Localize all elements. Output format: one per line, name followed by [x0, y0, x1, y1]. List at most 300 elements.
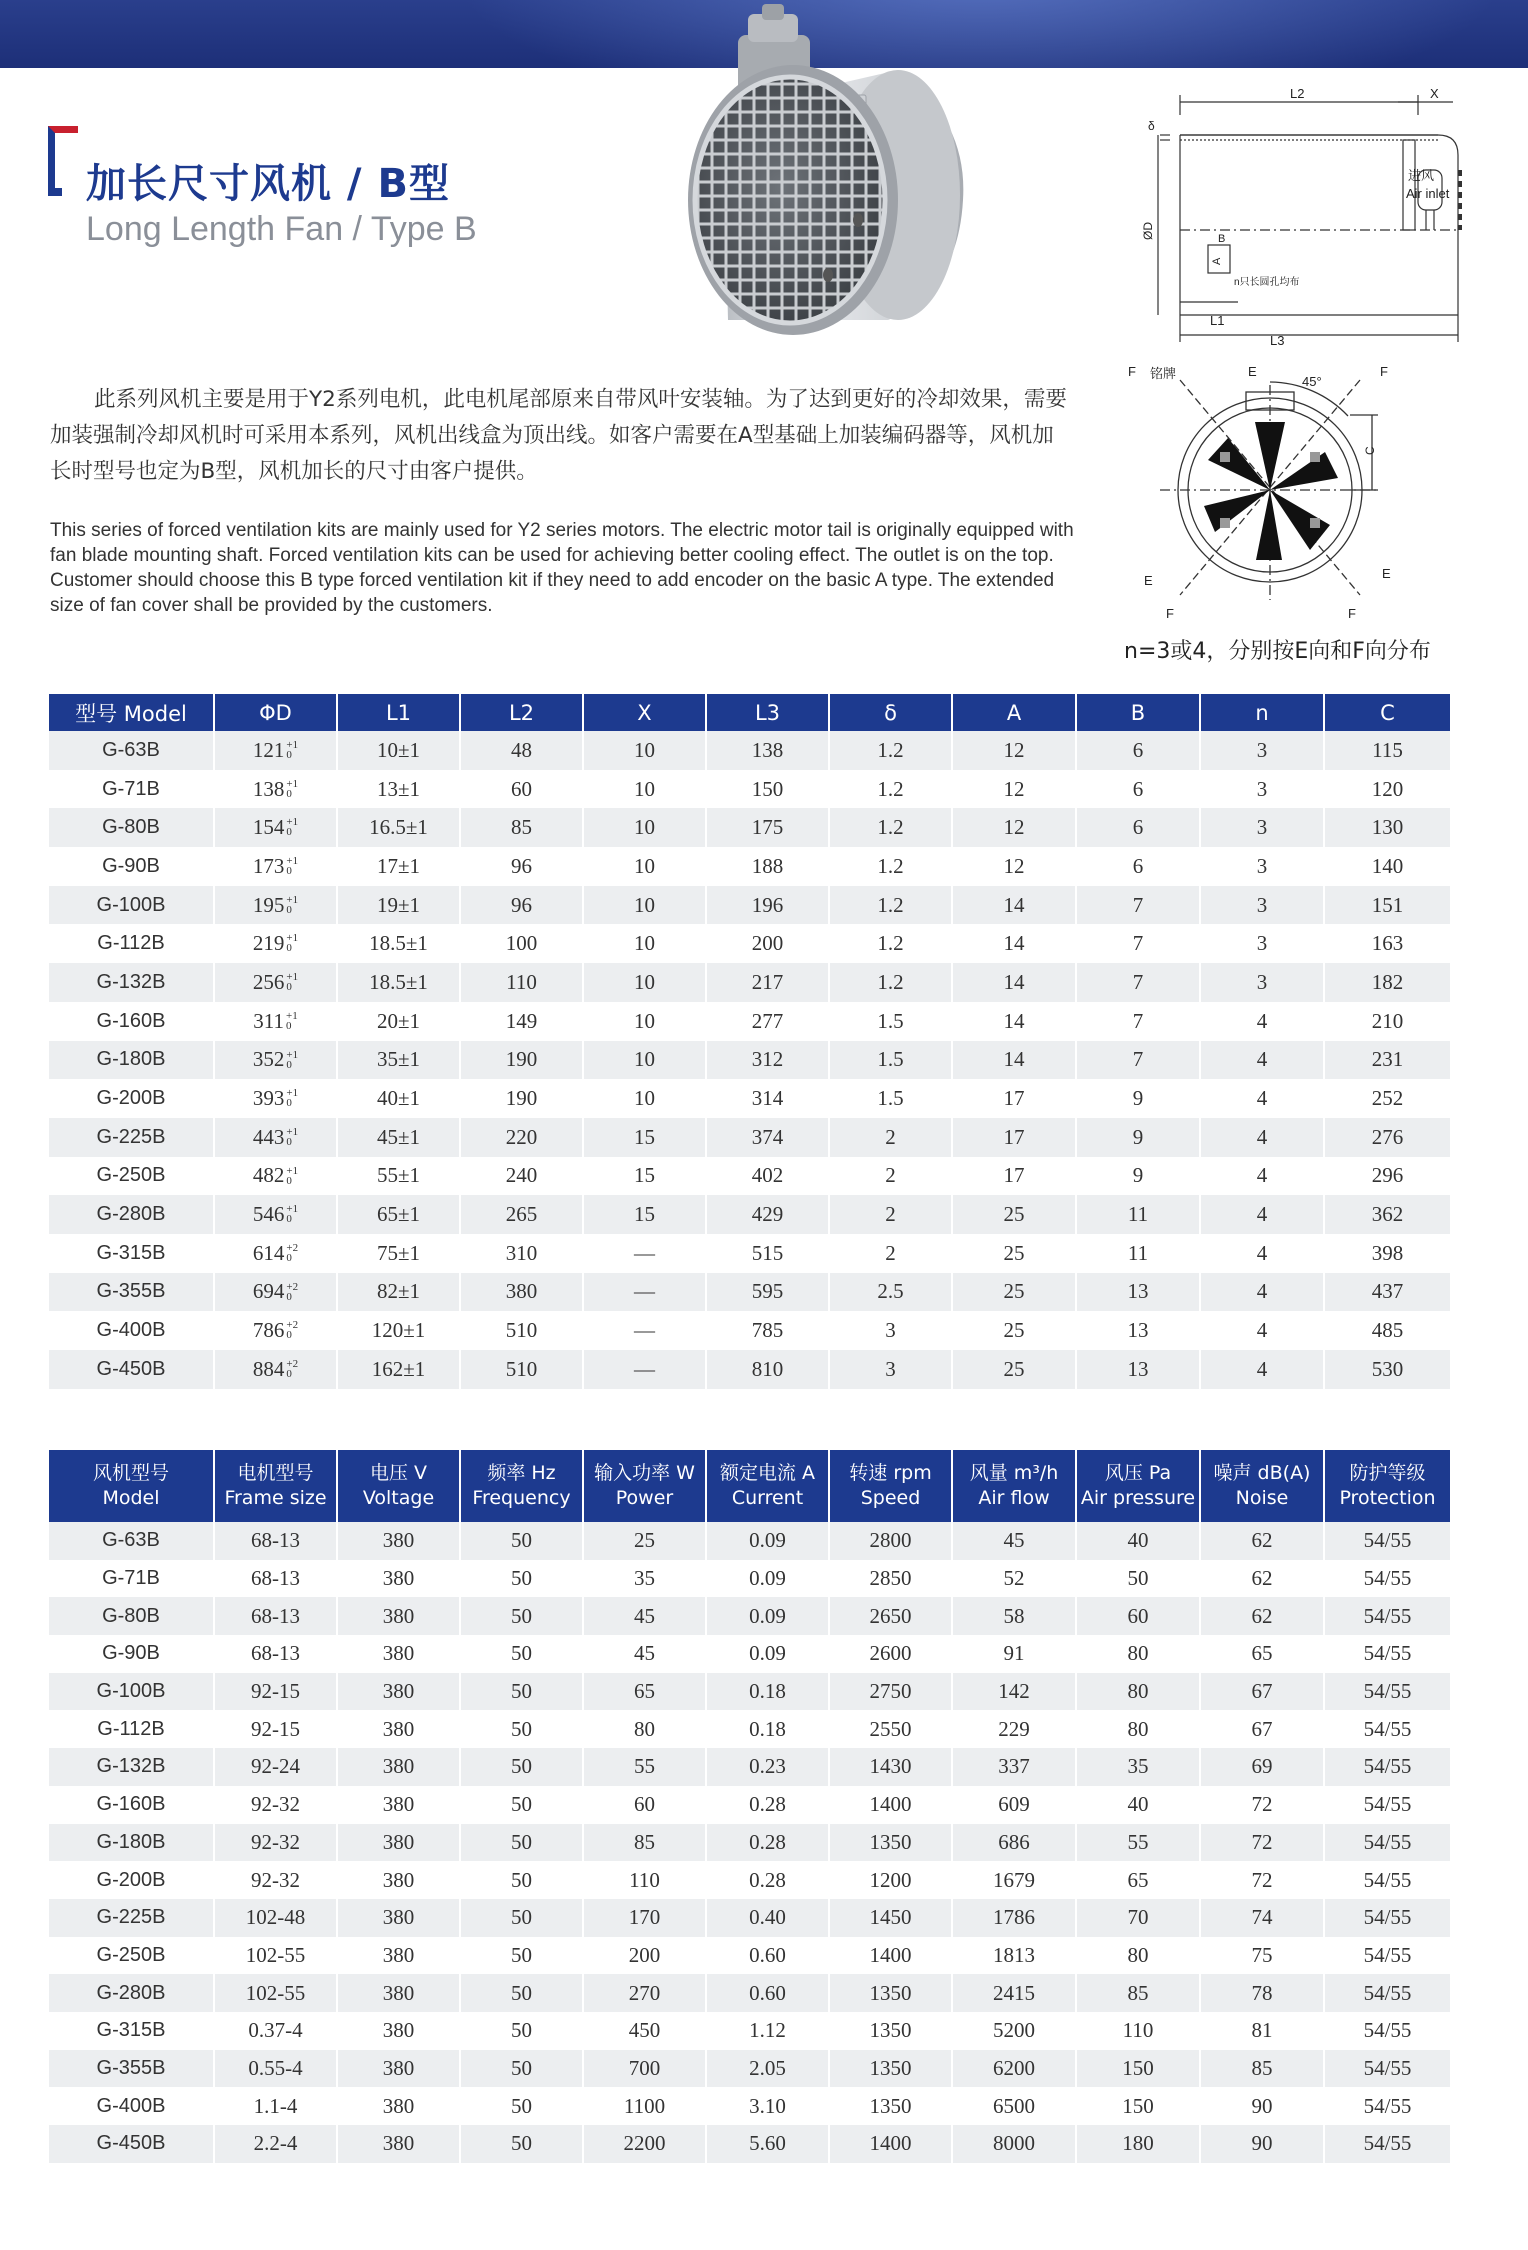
performance-cell: 380: [337, 1899, 460, 1937]
performance-cell: G-450B: [49, 2125, 214, 2163]
table-row: [49, 731, 1450, 770]
tolerance: [286, 1050, 298, 1070]
dimension-cell-l2: 310: [460, 1234, 583, 1273]
dimension-cell-model: G-160B: [49, 1002, 214, 1041]
performance-cell: 54/55: [1324, 1673, 1450, 1711]
dimension-cell-a: 25: [952, 1234, 1076, 1273]
dimension-cell-l1: 19±1: [337, 886, 460, 925]
dimension-header-cell: L3: [706, 694, 829, 731]
dimension-cell-delta: 1.2: [829, 963, 952, 1002]
dimension-cell-n: 4: [1200, 1157, 1324, 1196]
dimension-cell-model: G-200B: [49, 1079, 214, 1118]
diameter-value: 121: [252, 737, 285, 762]
dimension-cell-l1: 17±1: [337, 847, 460, 886]
dimension-cell-model: G-355B: [49, 1273, 214, 1312]
tolerance-upper: +1: [286, 1009, 298, 1022]
diameter-value: 393: [252, 1086, 285, 1111]
performance-cell: 142: [952, 1673, 1076, 1711]
header-label-cn: 额定电流 A: [719, 1462, 816, 1484]
dimension-cell-d: [214, 1002, 337, 1041]
dimension-cell-b: 7: [1076, 963, 1200, 1002]
dimension-cell-model: G-112B: [49, 924, 214, 963]
page-title: 加长尺寸风机 / B型: [86, 161, 450, 207]
performance-cell: 0.28: [706, 1861, 829, 1899]
dimension-cell-l2: 220: [460, 1118, 583, 1157]
table-row: [49, 2087, 1450, 2125]
performance-cell: 380: [337, 1673, 460, 1711]
header-label-en: Voltage: [362, 1487, 435, 1509]
performance-cell: 150: [1076, 2087, 1200, 2125]
performance-cell: 1679: [952, 1861, 1076, 1899]
performance-cell: 54/55: [1324, 1597, 1450, 1635]
performance-cell: 72: [1200, 1786, 1324, 1824]
dimension-cell-delta: 1.2: [829, 886, 952, 925]
label-f-bottom-left: F: [1166, 606, 1174, 621]
dimension-cell-c: 140: [1324, 847, 1450, 886]
performance-cell: 1400: [829, 1786, 952, 1824]
table-row: [49, 1710, 1450, 1748]
performance-cell: 54/55: [1324, 2125, 1450, 2163]
performance-cell: 50: [460, 1861, 583, 1899]
dimension-cell-d: [214, 924, 337, 963]
performance-cell: 700: [583, 2050, 706, 2088]
dimension-cell-c: 276: [1324, 1118, 1450, 1157]
performance-cell: 67: [1200, 1710, 1324, 1748]
label-e-top: E: [1248, 364, 1257, 379]
dimension-cell-model: G-80B: [49, 808, 214, 847]
performance-cell: 0.09: [706, 1522, 829, 1560]
tolerance: [286, 1243, 298, 1263]
tolerance: [286, 933, 298, 953]
tolerance-upper: +2: [286, 1358, 299, 1371]
performance-cell: 55: [583, 1748, 706, 1786]
performance-cell: 380: [337, 1861, 460, 1899]
diameter-value: 256: [252, 969, 285, 994]
performance-cell: 68-13: [214, 1597, 337, 1635]
dimension-cell-x: 10: [583, 1079, 706, 1118]
performance-cell: 380: [337, 1748, 460, 1786]
performance-cell: 50: [460, 1824, 583, 1862]
table-row: [49, 1195, 1450, 1234]
dimension-cell-d: [214, 808, 337, 847]
performance-cell: 75: [1200, 1937, 1324, 1975]
dimension-cell-n: 3: [1200, 847, 1324, 886]
dimension-cell-l1: 10±1: [337, 731, 460, 770]
description-english: This series of forced ventilation kits are mainly used for Y2 series motors. The electric motor tail is originally equipped with fan blade mounting shaft. Forced ventilation kits can be used for achieving better cooling effect. The outlet is on the top. Customer should choose this B type forced ventilation kit if they need to add encoder on the basic A type. The extended size of fan cover shall be provided by the customers.: [50, 520, 1074, 616]
dimension-cell-delta: 1.5: [829, 1079, 952, 1118]
label-l1: L1: [1210, 313, 1225, 328]
performance-cell: 92-15: [214, 1710, 337, 1748]
table-row: [49, 1350, 1450, 1389]
performance-cell: 102-55: [214, 1974, 337, 2012]
dimension-cell-l1: 40±1: [337, 1079, 460, 1118]
header-label-cn: 风量 m³/h: [969, 1462, 1059, 1484]
dimension-cell-d: [214, 770, 337, 809]
dimension-cell-d: [214, 1079, 337, 1118]
performance-cell: 40: [1076, 1786, 1200, 1824]
dimension-cell-delta: 2: [829, 1234, 952, 1273]
dimension-cell-delta: 2: [829, 1195, 952, 1234]
diameter-value: 614: [252, 1240, 285, 1265]
performance-cell: G-180B: [49, 1824, 214, 1862]
performance-cell: 1350: [829, 1824, 952, 1862]
performance-cell: 69: [1200, 1748, 1324, 1786]
tolerance-lower: 0: [286, 749, 292, 762]
dimension-cell-l2: 48: [460, 731, 583, 770]
label-holes: n只长圆孔均布: [1234, 277, 1300, 288]
diameter-value: 482: [252, 1163, 285, 1188]
diameter-value: 352: [252, 1047, 285, 1072]
performance-cell: 6500: [952, 2087, 1076, 2125]
performance-header-cell: [1076, 1450, 1200, 1522]
diameter-value: 219: [252, 931, 285, 956]
performance-cell: 380: [337, 2125, 460, 2163]
tolerance-lower: 0: [286, 826, 292, 839]
performance-cell: 0.55-4: [214, 2050, 337, 2088]
performance-cell: G-250B: [49, 1937, 214, 1975]
header-label-cn: 噪声 dB(A): [1213, 1462, 1311, 1484]
dimension-cell-x: 10: [583, 770, 706, 809]
dimension-cell-delta: 1.2: [829, 808, 952, 847]
dimension-cell-n: 4: [1200, 1234, 1324, 1273]
performance-cell: 2600: [829, 1635, 952, 1673]
dimension-header-cell: δ: [829, 694, 952, 731]
dimension-cell-d: [214, 1311, 337, 1350]
dimension-cell-c: 252: [1324, 1079, 1450, 1118]
table-row: [49, 1002, 1450, 1041]
performance-cell: 50: [460, 1560, 583, 1598]
label-inlet-en: Air inlet: [1406, 186, 1450, 201]
performance-cell: 6200: [952, 2050, 1076, 2088]
performance-cell: 450: [583, 2012, 706, 2050]
tolerance-lower: 0: [286, 865, 292, 878]
performance-cell: G-132B: [49, 1748, 214, 1786]
tolerance-lower: 0: [286, 981, 292, 994]
performance-header-cell: [337, 1450, 460, 1522]
dimension-cell-d: [214, 1195, 337, 1234]
performance-cell: 62: [1200, 1560, 1324, 1598]
dimension-cell-n: 4: [1200, 1118, 1324, 1157]
dimension-header-cell: X: [583, 694, 706, 731]
dimension-cell-l2: 190: [460, 1041, 583, 1080]
dimension-cell-b: 9: [1076, 1157, 1200, 1196]
dimension-cell-l3: 429: [706, 1195, 829, 1234]
performance-header-cell: [1324, 1450, 1450, 1522]
performance-cell: G-315B: [49, 2012, 214, 2050]
table-row: [49, 1861, 1450, 1899]
dimension-cell-x: 10: [583, 963, 706, 1002]
dimension-cell-c: 362: [1324, 1195, 1450, 1234]
table-row: [49, 1234, 1450, 1273]
tolerance: [286, 817, 298, 837]
table-row: [49, 1597, 1450, 1635]
performance-cell: 55: [1076, 1824, 1200, 1862]
dimension-cell-b: 6: [1076, 770, 1200, 809]
dimension-cell-a: 14: [952, 886, 1076, 925]
performance-cell: 54/55: [1324, 1748, 1450, 1786]
dimension-table: [49, 694, 1450, 1389]
tolerance-upper: +1: [286, 932, 299, 945]
performance-cell: 90: [1200, 2125, 1324, 2163]
dimension-cell-delta: 2.5: [829, 1273, 952, 1312]
table-row: [49, 1673, 1450, 1711]
performance-cell: 54/55: [1324, 1974, 1450, 2012]
performance-cell: 72: [1200, 1861, 1324, 1899]
dimension-header-cell: B: [1076, 694, 1200, 731]
dimension-cell-b: 7: [1076, 886, 1200, 925]
performance-cell: 1.1-4: [214, 2087, 337, 2125]
performance-cell: 0.18: [706, 1710, 829, 1748]
dimension-cell-l3: 595: [706, 1273, 829, 1312]
dimension-cell-c: 182: [1324, 963, 1450, 1002]
performance-cell: 45: [583, 1597, 706, 1635]
performance-cell: 686: [952, 1824, 1076, 1862]
dimension-cell-l1: 120±1: [337, 1311, 460, 1350]
dimension-cell-a: 25: [952, 1273, 1076, 1312]
performance-cell: 0.18: [706, 1673, 829, 1711]
performance-cell: 3.10: [706, 2087, 829, 2125]
dimension-cell-c: 210: [1324, 1002, 1450, 1041]
tolerance-upper: +1: [286, 1087, 299, 1100]
performance-cell: 50: [460, 1937, 583, 1975]
performance-cell: 2.2-4: [214, 2125, 337, 2163]
tolerance-lower: 0: [286, 1213, 292, 1226]
dimension-cell-d: [214, 1118, 337, 1157]
label-l3: L3: [1270, 333, 1285, 348]
tolerance-lower: 0: [286, 1058, 292, 1071]
label-e-bottom-left: E: [1144, 573, 1153, 588]
dimension-cell-a: 12: [952, 770, 1076, 809]
performance-cell: 5200: [952, 2012, 1076, 2050]
performance-header-cell: [49, 1450, 214, 1522]
label-b: B: [1218, 233, 1226, 245]
dimension-cell-n: 4: [1200, 1002, 1324, 1041]
diameter-value: 173: [252, 853, 285, 878]
table-row: [49, 886, 1450, 925]
performance-cell: 50: [460, 1899, 583, 1937]
label-f-top-left: F: [1128, 364, 1136, 379]
dimension-cell-x: 10: [583, 924, 706, 963]
tolerance: [286, 1011, 298, 1031]
performance-cell: 2415: [952, 1974, 1076, 2012]
dimension-cell-a: 25: [952, 1195, 1076, 1234]
tolerance: [286, 1127, 298, 1147]
performance-cell: 150: [1076, 2050, 1200, 2088]
label-nameplate: 铭牌: [1150, 366, 1177, 381]
header-label-cn: 电机型号: [237, 1462, 314, 1484]
tolerance-lower: 0: [286, 1135, 292, 1148]
performance-cell: 8000: [952, 2125, 1076, 2163]
performance-cell: 65: [1076, 1861, 1200, 1899]
header-label-en: Frequency: [472, 1487, 571, 1509]
performance-cell: G-80B: [49, 1597, 214, 1635]
diameter-value: 195: [252, 892, 285, 917]
performance-cell: G-355B: [49, 2050, 214, 2088]
performance-header-cell: [460, 1450, 583, 1522]
dimension-cell-x: 10: [583, 1002, 706, 1041]
performance-cell: 90: [1200, 2087, 1324, 2125]
dimension-cell-l3: 175: [706, 808, 829, 847]
performance-cell: 40: [1076, 1522, 1200, 1560]
performance-cell: 50: [460, 1974, 583, 2012]
performance-cell: 1400: [829, 1937, 952, 1975]
performance-cell: 1.12: [706, 2012, 829, 2050]
performance-cell: 170: [583, 1899, 706, 1937]
label-e-bottom-right: E: [1382, 566, 1391, 581]
dimension-cell-a: 12: [952, 731, 1076, 770]
dimension-cell-a: 14: [952, 924, 1076, 963]
performance-cell: 50: [460, 1522, 583, 1560]
dimension-cell-b: 13: [1076, 1273, 1200, 1312]
performance-cell: G-160B: [49, 1786, 214, 1824]
header-label-cn: 风压 Pa: [1104, 1462, 1172, 1484]
performance-cell: 50: [460, 1673, 583, 1711]
page-subtitle: Long Length Fan / Type B: [86, 210, 477, 248]
performance-cell: 54/55: [1324, 1899, 1450, 1937]
dimension-header-cell: L2: [460, 694, 583, 731]
dimension-cell-d: [214, 847, 337, 886]
performance-cell: 85: [1200, 2050, 1324, 2088]
dimension-cell-d: [214, 1157, 337, 1196]
performance-cell: 1450: [829, 1899, 952, 1937]
performance-cell: 380: [337, 1522, 460, 1560]
dimension-cell-b: 6: [1076, 731, 1200, 770]
tolerance-lower: 0: [286, 942, 292, 955]
performance-header-cell: [952, 1450, 1076, 1522]
performance-cell: 25: [583, 1522, 706, 1560]
label-l2: L2: [1290, 86, 1305, 101]
tolerance-lower: 0: [286, 1097, 292, 1110]
dimension-cell-l2: 96: [460, 847, 583, 886]
tolerance: [286, 1359, 298, 1379]
tolerance: [286, 1320, 298, 1340]
dimension-cell-b: 9: [1076, 1079, 1200, 1118]
header-label-cn: 频率 Hz: [487, 1462, 556, 1484]
diameter-value: 694: [252, 1279, 285, 1304]
table-row: [49, 1824, 1450, 1862]
distribution-note: n=3或4，分别按E向和F向分布: [1124, 639, 1431, 664]
label-a: A: [1211, 257, 1223, 265]
table-row: [49, 1748, 1450, 1786]
dimension-cell-a: 17: [952, 1118, 1076, 1157]
performance-cell: 2.05: [706, 2050, 829, 2088]
performance-cell: 380: [337, 1824, 460, 1862]
dimension-table-header: [49, 694, 1450, 731]
tolerance-upper: +1: [286, 1203, 299, 1216]
dimension-header-cell: ΦD: [214, 694, 337, 731]
dimension-cell-b: 9: [1076, 1118, 1200, 1157]
performance-cell: 80: [1076, 1937, 1200, 1975]
table-row: [49, 1899, 1450, 1937]
dimension-cell-delta: 1.2: [829, 770, 952, 809]
dimension-cell-model: G-450B: [49, 1350, 214, 1389]
table-row: [49, 1041, 1450, 1080]
tolerance-upper: +2: [286, 1280, 299, 1293]
dimension-cell-n: 3: [1200, 770, 1324, 809]
header-label-en: Noise: [1235, 1487, 1289, 1509]
dimension-cell-model: G-400B: [49, 1311, 214, 1350]
dimension-cell-n: 4: [1200, 1311, 1324, 1350]
table-row: [49, 1560, 1450, 1598]
dimension-cell-c: 296: [1324, 1157, 1450, 1196]
performance-cell: 80: [583, 1710, 706, 1748]
tolerance-upper: +1: [286, 816, 299, 829]
performance-cell: 68-13: [214, 1522, 337, 1560]
dimension-cell-delta: 2: [829, 1118, 952, 1157]
header-label-en: Power: [615, 1487, 674, 1509]
dimension-cell-n: 3: [1200, 924, 1324, 963]
dimension-cell-delta: 1.2: [829, 924, 952, 963]
dimension-cell-n: 3: [1200, 808, 1324, 847]
performance-cell: 80: [1076, 1635, 1200, 1673]
performance-cell: 380: [337, 1937, 460, 1975]
performance-cell: 1350: [829, 2087, 952, 2125]
dimension-cell-c: 130: [1324, 808, 1450, 847]
dimension-cell-b: 11: [1076, 1195, 1200, 1234]
table-row: [49, 1079, 1450, 1118]
performance-cell: 0.60: [706, 1974, 829, 2012]
dimension-cell-d: [214, 886, 337, 925]
dimension-cell-a: 17: [952, 1079, 1076, 1118]
dimension-header-cell: L1: [337, 694, 460, 731]
dimension-cell-n: 3: [1200, 886, 1324, 925]
description-chinese: 此系列风机主要是用于Y2系列电机，此电机尾部原来自带风叶安装轴。为了达到更好的冷却效果，需要加装强制冷却风机时可采用本系列，风机出线盒为顶出线。如客户需要在A型基础上加装编码器等，风机加长时型号也定为B型，风机加长的尺寸由客户提供。: [50, 387, 1067, 484]
dimension-cell-model: G-250B: [49, 1157, 214, 1196]
performance-cell: 50: [460, 1748, 583, 1786]
performance-cell: 54/55: [1324, 2050, 1450, 2088]
dimension-cell-d: [214, 963, 337, 1002]
diameter-value: 786: [252, 1318, 285, 1343]
dimension-cell-model: G-132B: [49, 963, 214, 1002]
tolerance-lower: 0: [286, 1174, 292, 1187]
performance-cell: 200: [583, 1937, 706, 1975]
dimension-cell-l3: 312: [706, 1041, 829, 1080]
performance-cell: 1100: [583, 2087, 706, 2125]
performance-cell: G-90B: [49, 1635, 214, 1673]
performance-cell: 0.28: [706, 1824, 829, 1862]
tolerance-lower: 0: [286, 1019, 292, 1032]
tolerance: [286, 1166, 298, 1186]
performance-cell: 54/55: [1324, 1522, 1450, 1560]
dimension-cell-l3: 785: [706, 1311, 829, 1350]
dimension-cell-l2: 380: [460, 1273, 583, 1312]
tolerance: [286, 1282, 298, 1302]
table-row: [49, 2012, 1450, 2050]
dimension-cell-n: 4: [1200, 1273, 1324, 1312]
dimension-cell-c: 398: [1324, 1234, 1450, 1273]
tolerance-upper: +1: [286, 1048, 299, 1061]
dimension-cell-l2: 510: [460, 1311, 583, 1350]
dimension-cell-n: 3: [1200, 731, 1324, 770]
dimension-cell-d: [214, 1350, 337, 1389]
dimension-cell-model: G-100B: [49, 886, 214, 925]
tolerance-upper: +1: [286, 855, 299, 868]
performance-cell: 110: [583, 1861, 706, 1899]
diameter-value: 546: [252, 1202, 285, 1227]
dimension-cell-a: 14: [952, 1002, 1076, 1041]
tolerance-upper: +1: [286, 1164, 299, 1177]
dimension-cell-x: —: [583, 1234, 706, 1273]
performance-cell: 380: [337, 1560, 460, 1598]
table-row: [49, 1974, 1450, 2012]
performance-cell: 1200: [829, 1861, 952, 1899]
performance-cell: 81: [1200, 2012, 1324, 2050]
dimension-cell-l1: 75±1: [337, 1234, 460, 1273]
tolerance: [286, 895, 298, 915]
table-row: [49, 1118, 1450, 1157]
header-label-cn: 输入功率 W: [594, 1462, 695, 1484]
dimension-cell-x: —: [583, 1273, 706, 1312]
